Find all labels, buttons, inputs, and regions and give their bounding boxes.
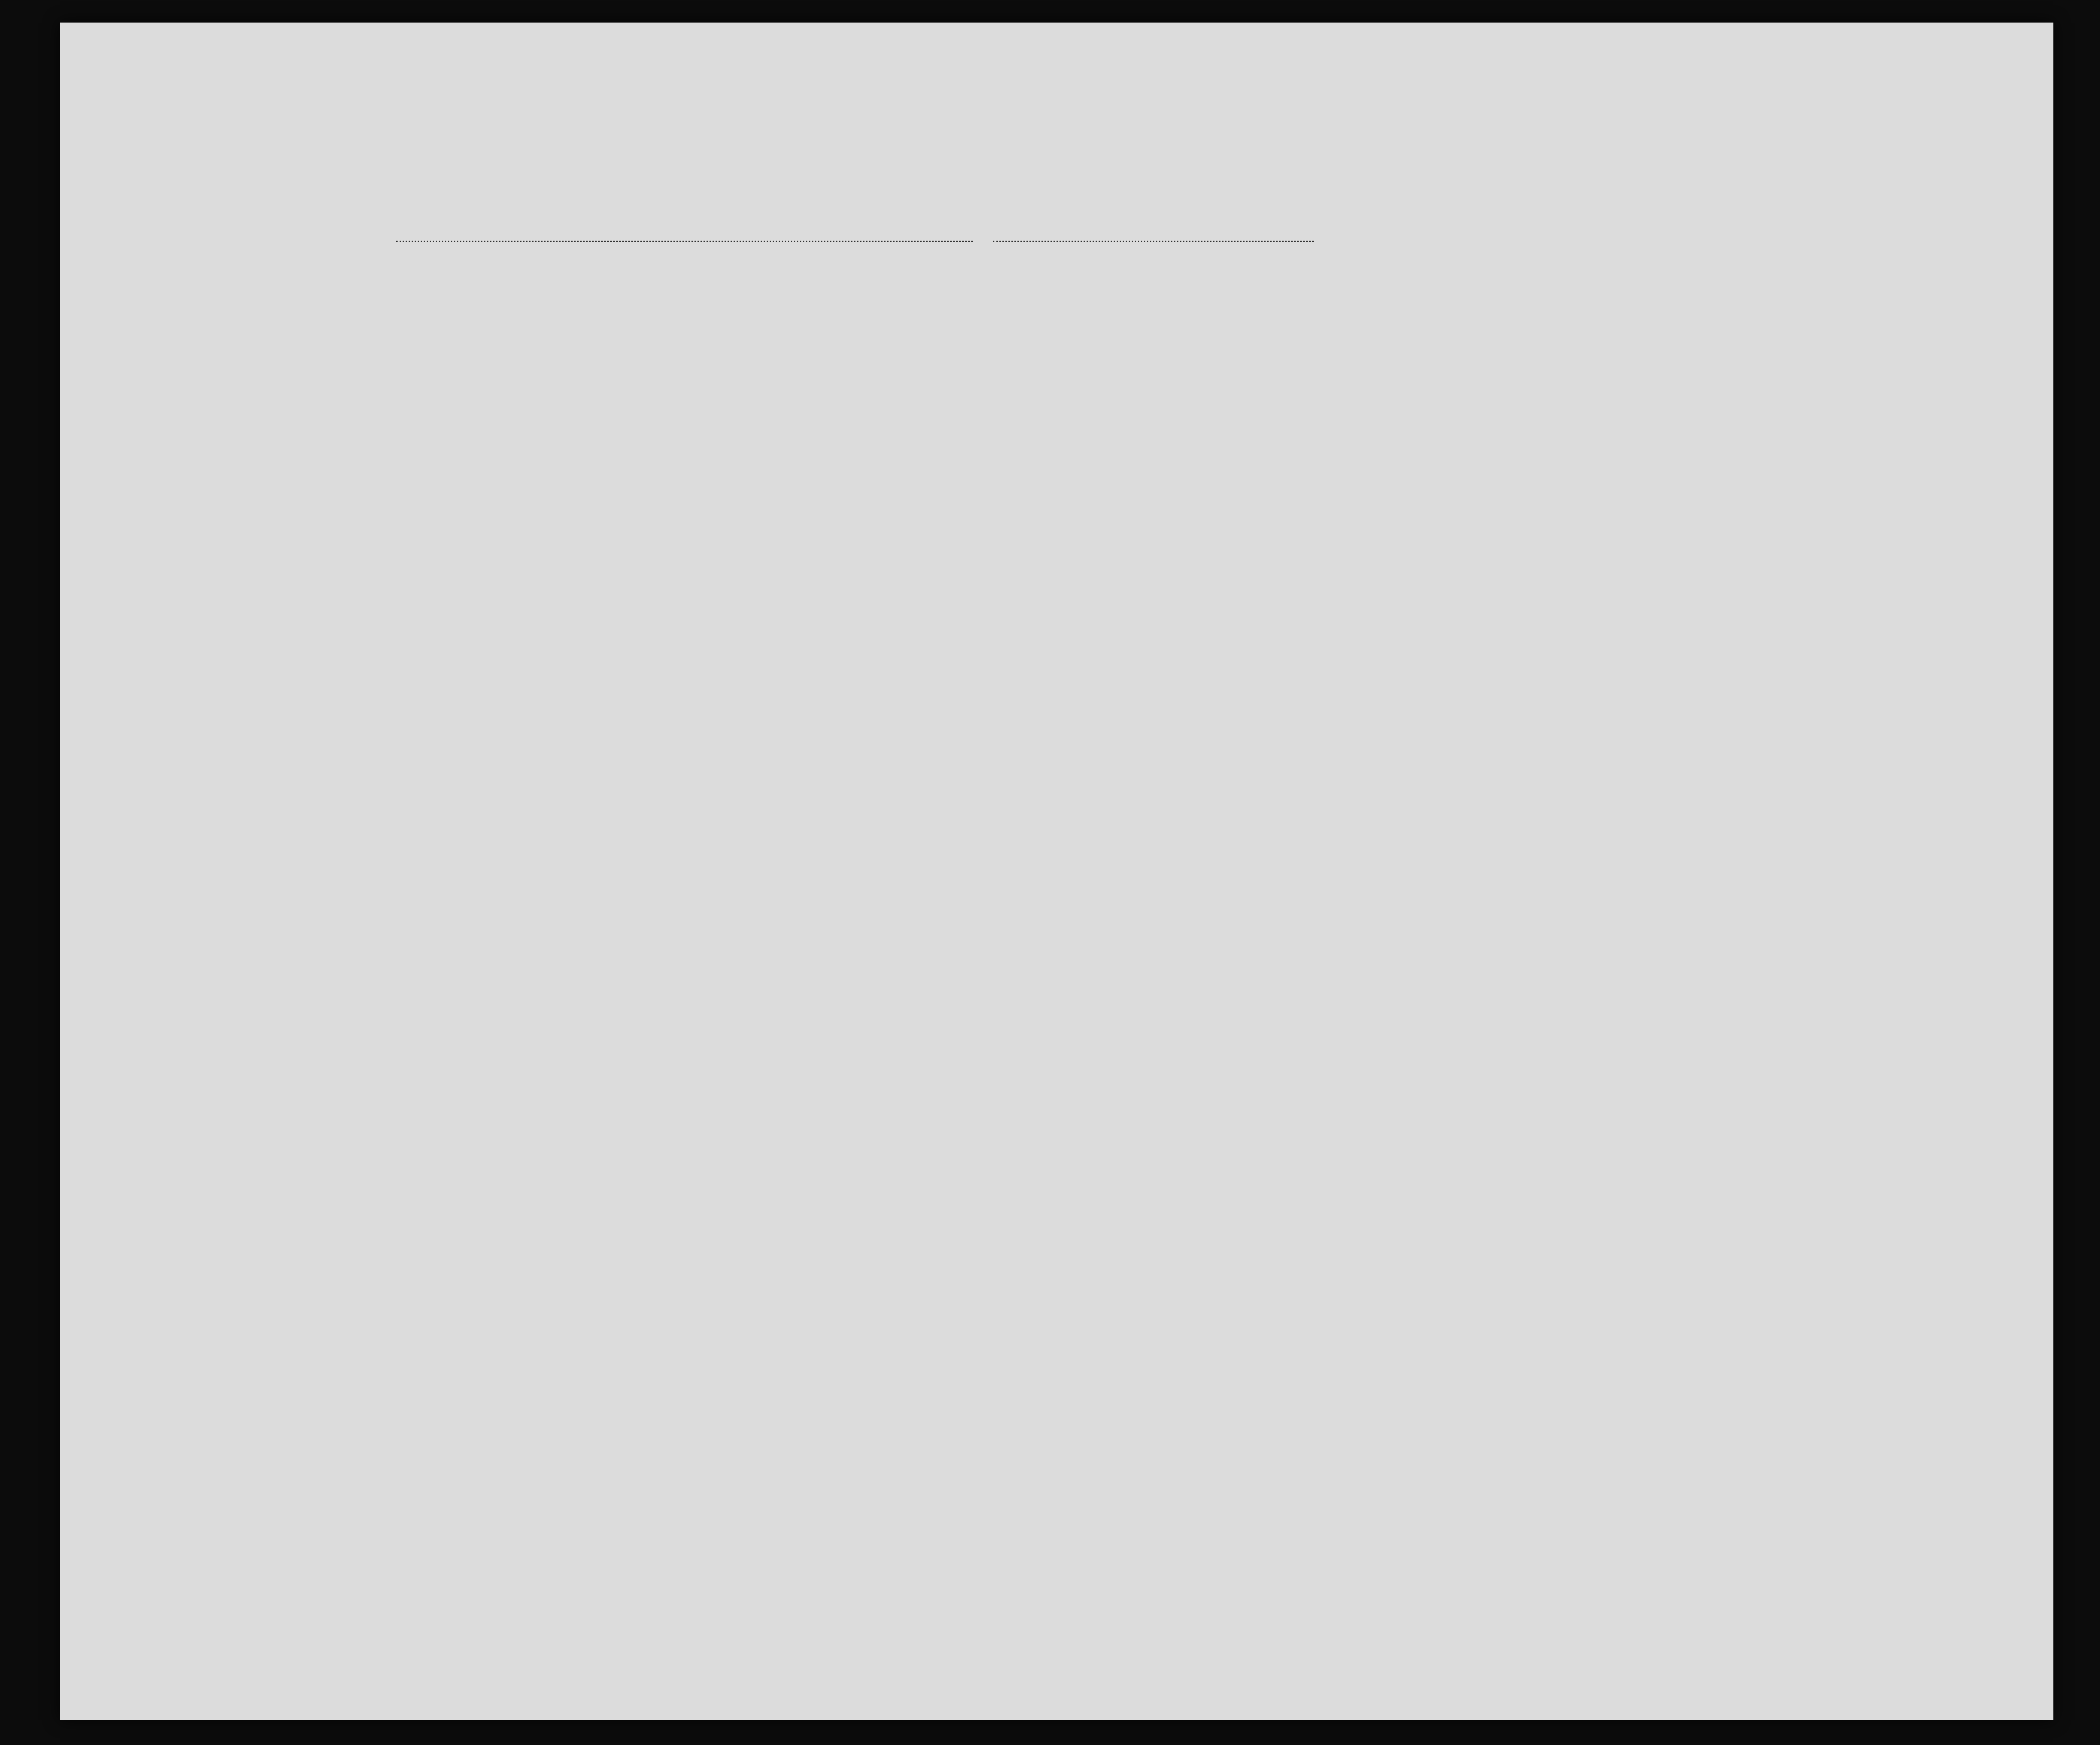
form-grid [60,23,2053,1720]
manifest-sheet [60,23,2053,1720]
